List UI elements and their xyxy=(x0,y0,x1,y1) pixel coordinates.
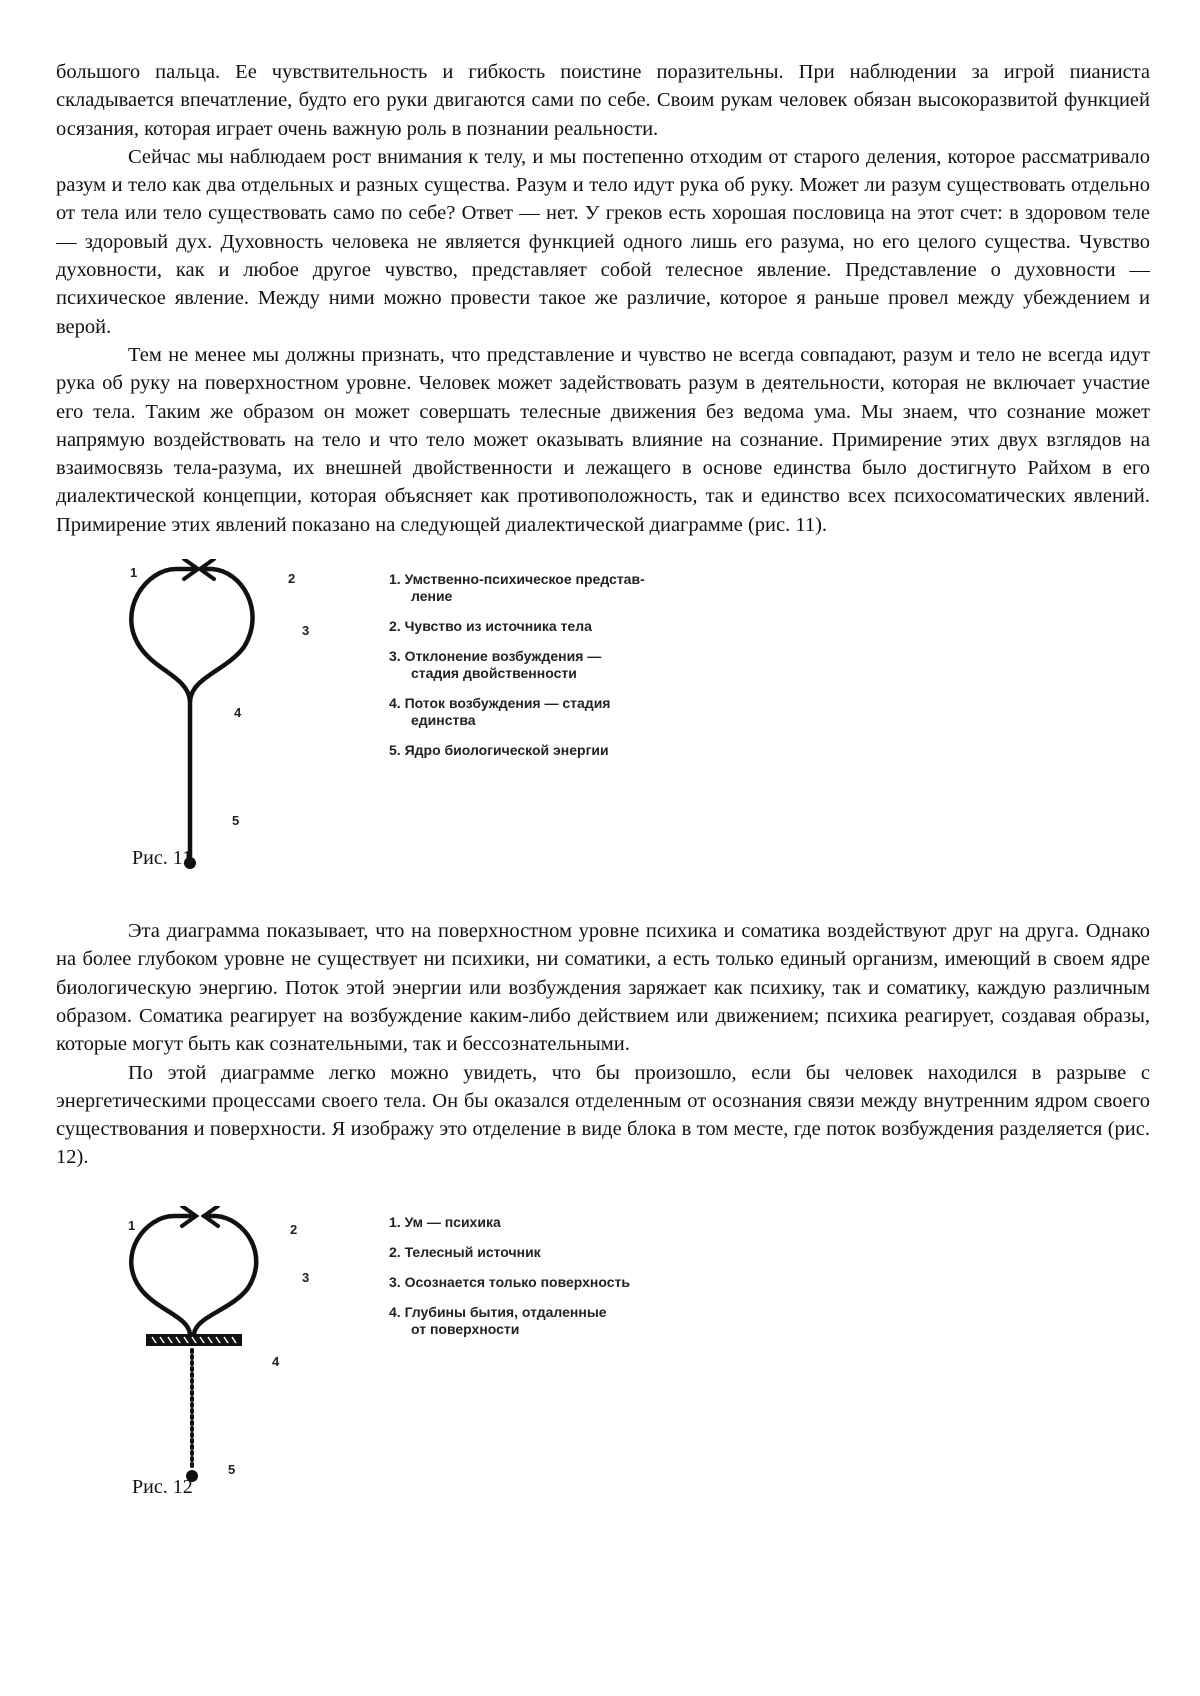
legend-item: 2. Телесный источник xyxy=(389,1243,541,1260)
label-1: 1 xyxy=(130,565,138,581)
paragraph: большого пальца. Ее чувствительность и гибкость поистине поразительны. При наблюдении за игрой пианиста складывается впечатление, будто его руки двигаются сами по себе. Своим рукам человек обязан высокоразвитой функцией осязания, которая играет очень важную роль в познании реальности. xyxy=(56,61,1150,140)
figure-12 xyxy=(56,1206,1150,1526)
legend-item: 3. Осознается только поверхность xyxy=(389,1273,631,1290)
paragraph: Сейчас мы наблюдаем рост внимания к телу, и мы постепенно отходим от старого деления, которое рассматривало разум и тело как два отдельных и разных существа. Разум и тело идут рука об руку. Может ли разум существовать отдельно от тела или тело существовать само по себе? Ответ — нет. У греков есть хорошая пословица на этот счет: в здоровом теле — здоровый дух. Духовность человека не является функцией одного лишь его разума, но его целого существа. Чувство духовности, как и любое другое чувство, представляет собой телесное явление. Представление о духовности — психическое явление. Между ними можно провести такое же различие, которое я раньше провел между убеждением и верой. xyxy=(56,145,1150,338)
blocked-diagram xyxy=(116,1206,316,1506)
dialectic-diagram xyxy=(116,559,316,879)
label-2: 2 xyxy=(288,571,296,587)
label-1: 1 xyxy=(128,1217,136,1233)
paragraph: По этой диаграмме легко можно увидеть, что бы произошло, если бы человек находился в разрыве с энергетическими процессами своего тела. Он бы оказался отделенным от осознания связи между внутренним ядром своего существования и поверхности. Я изображу это отделение в виде блока в том месте, где поток возбуждения разделяется (рис. 12). xyxy=(56,1061,1150,1169)
legend-item: 1. Ум — психика xyxy=(389,1213,501,1230)
legend-item: 4. Поток возбуждения — стадия единства xyxy=(389,695,611,729)
figure-12-legend xyxy=(389,1214,630,1351)
legend-item: 2. Чувство из источника тела xyxy=(389,618,592,635)
label-5: 5 xyxy=(228,1461,236,1477)
left-loop xyxy=(131,1216,194,1334)
right-loop xyxy=(190,569,253,701)
paragraph: Эта диаграмма показывает, что на поверхностном уровне психика и соматика воздействуют друг на друга. Однако на более глубоком уровне не существует ни психики, ни соматики, а есть только единый организм, имеющий в своем ядре биологическую энергию. Поток этой энергии или возбуждения заряжает как психику, так и соматику, каждую различным образом. Соматика реагирует на возбуждение каким-либо действием или движением; психика реагирует, создавая образы, которые могут быть как сознательными, так и бессознательными. xyxy=(56,920,1150,1056)
label-4: 4 xyxy=(272,1353,280,1369)
left-loop xyxy=(131,569,196,701)
figure-11 xyxy=(56,559,1150,899)
legend-item: 3. Отклонение возбуждения — стадия двойственности xyxy=(389,648,602,682)
right-loop xyxy=(194,1216,256,1334)
legend-item: 1. Умственно-психическое представ- ление xyxy=(389,571,645,605)
label-4: 4 xyxy=(234,705,242,721)
legend-item: 5. Ядро биологической энергии xyxy=(389,742,609,759)
legend-item: 4. Глубины бытия, отдаленные от поверхности xyxy=(389,1303,607,1337)
document-page xyxy=(56,58,1150,1526)
label-2: 2 xyxy=(290,1221,298,1237)
label-5: 5 xyxy=(232,813,240,829)
label-3: 3 xyxy=(302,1269,310,1285)
paragraph: Тем не менее мы должны признать, что представление и чувство не всегда совпадают, разум и тело не всегда идут рука об руку на поверхностном уровне. Человек может задействовать разум в деятельности, которая не включает участие его тела. Таким же образом он может совершать телесные движения без ведома ума. Мы знаем, что сознание может напрямую воздействовать на тело и что тело может оказывать влияние на сознание. Примирение этих двух взглядов на взаимосвязь тела-разума, их внешней двойственности и лежащего в основе единства было достигнуто Райхом в его диалектической концепции, которая объясняет как противоположность, так и единство всех психосоматических явлений. Примирение этих явлений показано на следующей диалектической диаграмме (рис. 11). xyxy=(56,343,1150,536)
label-3: 3 xyxy=(302,623,310,639)
figure-11-legend xyxy=(389,571,645,772)
figure-caption: Рис. 11 xyxy=(132,847,192,870)
figure-caption: Рис. 12 xyxy=(132,1475,193,1498)
